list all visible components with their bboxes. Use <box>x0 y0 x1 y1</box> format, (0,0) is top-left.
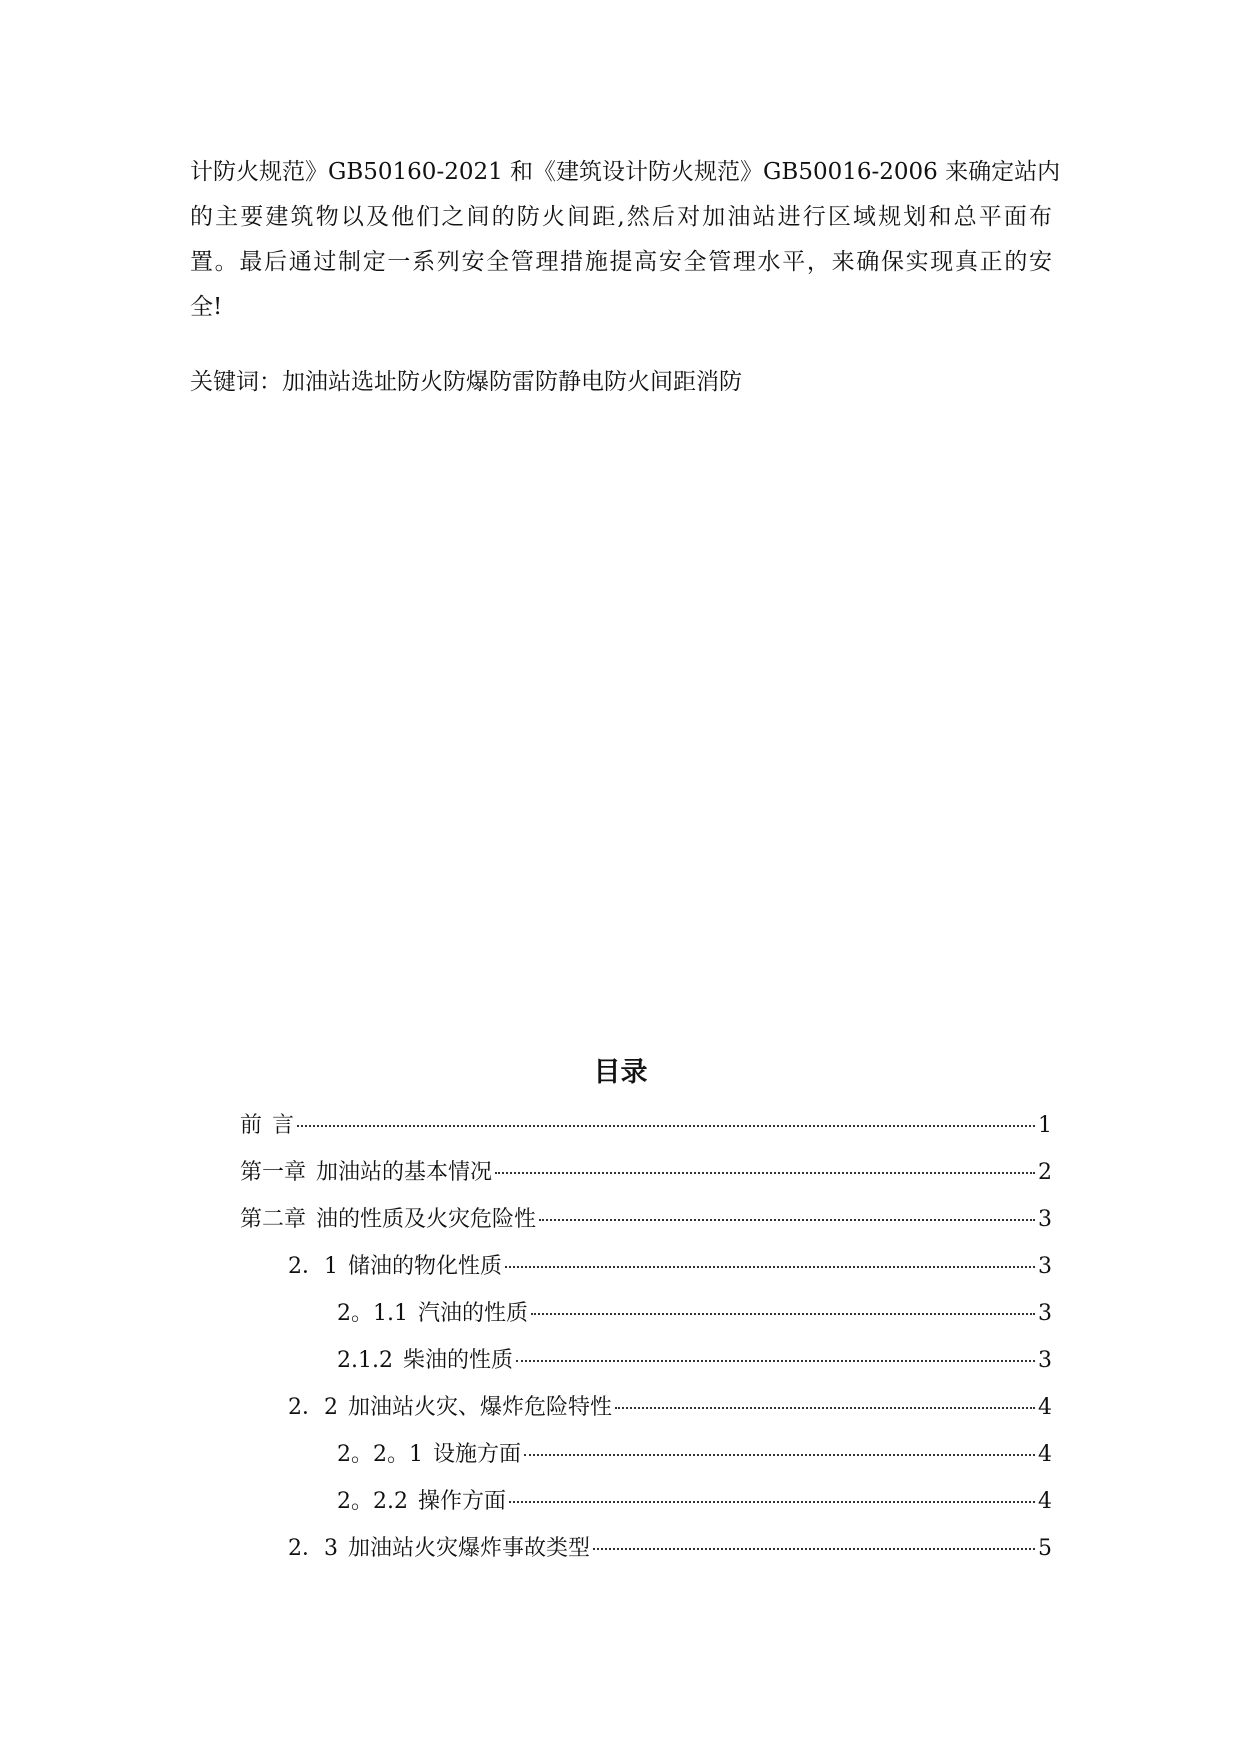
toc-dot-leader <box>495 1172 1035 1174</box>
toc-dot-leader <box>539 1219 1035 1221</box>
toc-entry-title: 加油站的基本情况 <box>316 1160 493 1185</box>
toc-entry-number: 前 <box>240 1113 263 1138</box>
toc-entry-title: 加油站火灾、爆炸危险特性 <box>348 1395 613 1420</box>
toc-entry-title: 储油的物化性质 <box>348 1254 503 1279</box>
toc-entry[interactable] <box>288 1533 1052 1565</box>
toc-entry-page: 3 <box>1038 1254 1052 1279</box>
toc-entry-title: 柴油的性质 <box>402 1348 513 1373</box>
toc-entry-number: 2。2.2 <box>337 1489 408 1514</box>
toc-dot-leader <box>509 1501 1035 1503</box>
toc-entry-page: 2 <box>1038 1160 1052 1185</box>
toc-entry-title: 操作方面 <box>418 1489 507 1514</box>
toc-entry-number: 2．1 <box>288 1254 338 1279</box>
toc-entry[interactable] <box>288 1392 1052 1424</box>
abstract-line: 的主要建筑物以及他们之间的防火间距,然后对加油站进行区域规划和总平面布 <box>190 204 1052 230</box>
toc-entry-number: 2．2 <box>288 1395 338 1420</box>
toc-entry-page: 4 <box>1038 1442 1052 1467</box>
toc-entry-number: 2。2。1 <box>337 1442 423 1467</box>
abstract-line: 全! <box>190 294 223 320</box>
toc-dot-leader <box>615 1407 1035 1409</box>
toc-entry[interactable] <box>337 1486 1052 1518</box>
toc-entry-page: 3 <box>1038 1207 1052 1232</box>
toc-dot-leader <box>593 1548 1035 1550</box>
abstract-paragraph <box>190 150 1061 330</box>
toc-entry-number: 2.1.2 <box>337 1348 393 1373</box>
toc-entry-title: 油的性质及火灾危险性 <box>316 1207 537 1232</box>
toc-entry-page: 1 <box>1038 1113 1052 1138</box>
toc-dot-leader <box>505 1266 1035 1268</box>
toc-entry[interactable] <box>337 1345 1052 1377</box>
toc-dot-leader <box>516 1360 1035 1362</box>
toc-entry-number: 2。1.1 <box>337 1301 408 1326</box>
toc-entry-number: 第一章 <box>240 1160 307 1185</box>
toc-entry-page: 3 <box>1038 1301 1052 1326</box>
abstract-line: 置。最后通过制定一系列安全管理措施提高安全管理水平，来确保实现真正的安 <box>190 249 1052 275</box>
toc-entry-title: 设施方面 <box>433 1442 522 1467</box>
toc-entry-page: 5 <box>1038 1536 1052 1561</box>
toc-entry[interactable] <box>337 1439 1052 1471</box>
toc-dot-leader <box>297 1125 1035 1127</box>
toc-entry-page: 3 <box>1038 1348 1052 1373</box>
toc-entry[interactable] <box>240 1204 1052 1236</box>
keywords-line: 关键词：加油站选址防火防爆防雷防静电防火间距消防 <box>190 369 742 395</box>
toc-entry-number: 第二章 <box>240 1207 307 1232</box>
toc-entry[interactable] <box>337 1298 1052 1330</box>
toc-dot-leader <box>524 1454 1035 1456</box>
toc-entry-title: 汽油的性质 <box>418 1301 529 1326</box>
toc-entry-number: 2．3 <box>288 1536 338 1561</box>
toc-entry-title: 言 <box>272 1113 295 1138</box>
toc-title: 目录 <box>593 1057 648 1088</box>
toc-entry[interactable] <box>240 1157 1052 1189</box>
toc-entry-page: 4 <box>1038 1395 1052 1420</box>
toc-entry-title: 加油站火灾爆炸事故类型 <box>348 1536 591 1561</box>
abstract-line: 计防火规范》GB50160-2021 和《建筑设计防火规范》GB50016-2006 来确定站内 <box>190 159 1061 185</box>
toc-entry[interactable] <box>240 1110 1052 1142</box>
toc-entry-page: 4 <box>1038 1489 1052 1514</box>
toc-entry[interactable] <box>288 1251 1052 1283</box>
toc-dot-leader <box>531 1313 1035 1315</box>
